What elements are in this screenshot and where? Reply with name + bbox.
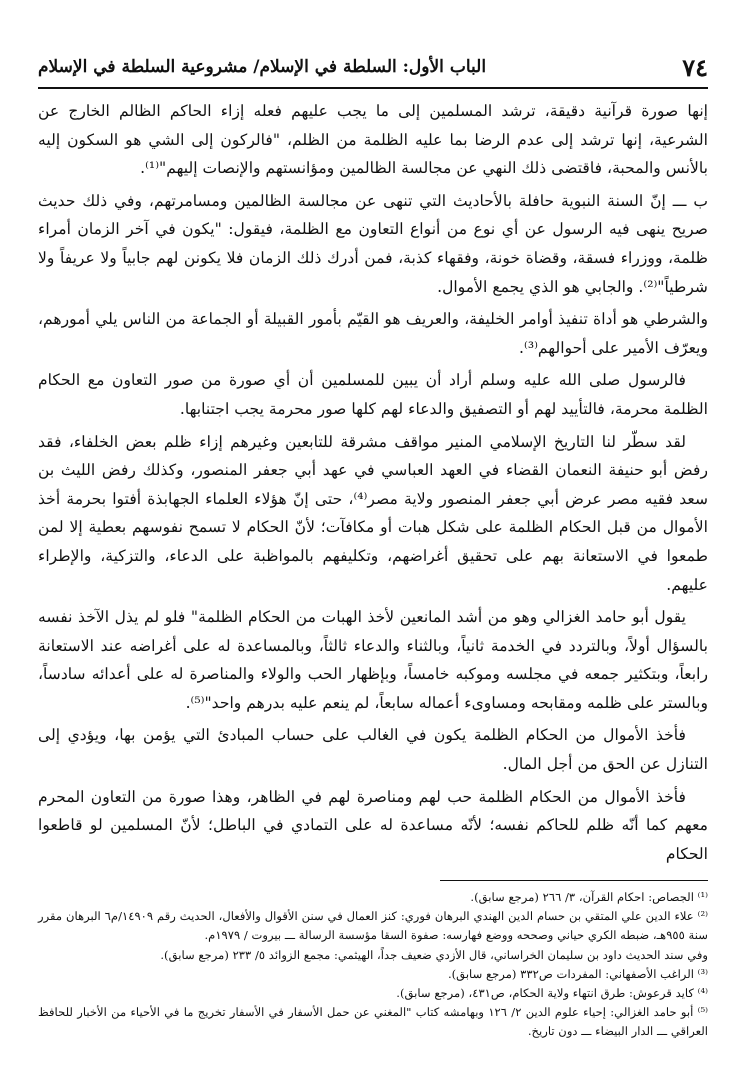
paragraph: إنها صورة قرآنية دقيقة، ترشد المسلمين إلى ما يجب عليهم فعله إزاء الحاكم الظالم الخارج عن الشرعية، إنها ترشد إلى عدم الرضا بما عليه الظلمة من الظلم، "فالركون إلى الشي هو السكون إليه بالأنس والمحبة، فاقتضى ذلك النهي عن مجالسة الظالمين ومؤانستهم والإنصات إليهم"⁽¹⁾. [38, 102, 708, 178]
main-text [38, 97, 708, 872]
paragraph: فأخذ الأموال من الحكام الظلمة يكون في الغالب على حساب المبادئ التي يؤمن بها، ويؤدي إلى التنازل عن الحق من أجل المال. [38, 726, 708, 774]
footnote: وفي سند الحديث داود بن سليمان الخراساني، قال الأزدي ضعيف جداً، الهيثمي: مجمع الزوائد ٥/ ٢٣٣ (مرجع سابق). [160, 947, 708, 962]
page-header [38, 50, 708, 84]
page-number: ٧٤ [682, 52, 708, 82]
header-rule [38, 87, 708, 89]
paragraph: ب ـــ إنّ السنة النبوية حافلة بالأحاديث التي تنهى عن مجالسة الظالمين ومسامرتهم، وفي ذلك حديث صريح ينهى فيه الرسول عن أي نوع من أنواع التعاون مع الظلمة، فيقول: "يكون في آخر الزمان أمراء ظلمة، ووزراء فسقة، وقضاة خونة، وفقهاء كذبة، فمن أدرك ذلك الزمان فلا يكونن لهم جابياً ولا عريفاً ولا شرطياً"⁽²⁾. والجابي هو الذي يجمع الأموال. [38, 191, 708, 296]
footnote: ⁽⁴⁾ كايد قرعوش: طرق انتهاء ولاية الحكام، ص٤٣١، (مرجع سابق). [396, 986, 708, 1001]
footnotes [38, 888, 708, 1042]
footnote: ⁽²⁾ علاء الدين علي المتقي بن حسام الدين الهندي البرهان فوري: كنز العمال في سنن الأقوال والأفعال، الحديث رقم ١٤٩٠٩/م٦ البرهان مقرر سنة ٩٥٥هـ، ضبطه الكري حياني وصححه ووضع فهارسه: صفوة السقا مؤسسة الرسالة ـــ بيروت / ١٩٧٩م. [38, 909, 708, 943]
paragraph: فالرسول صلى الله عليه وسلم أراد أن يبين للمسلمين أن أي صورة من صور التعاون مع الحكام الظلمة محرمة، فالتأييد لهم أو التصفيق والدعاء لهم كلها صور محرمة يجب اجتنابها. [38, 371, 708, 418]
paragraph: والشرطي هو أداة تنفيذ أوامر الخليفة، والعريف هو القيّم بأمور القبيلة أو الجماعة من الناس يلي أمورهم، ويعرّف الأمير على أحوالهم⁽³⁾. [38, 310, 708, 357]
paragraph: لقد سطّر لنا التاريخ الإسلامي المنير مواقف مشرقة للتابعين وغيرهم إزاء ظلم بعض الخلفاء، فقد رفض أبو حنيفة النعمان القضاء في العهد العباسي في عهد أبي جعفر المنصور، وكذلك رفض الليث بن سعد فقيه مصر عرض أبي جعفر المنصور ولاية مصر⁽⁴⁾، حتى إنّ هؤلاء العلماء الجهابذة أفتوا بحرمة أخذ الأموال من قبل الحكام الظلمة على شكل هبات أو مكافآت؛ لأنّ الحكام لا تسمح نفوسهم بعطية إلا لمن طمعوا في الاستعانة بهم على تحقيق أغراضهم، وتكليفهم بالمواظبة على الدعاء، والتزكية، والإطراء عليهم. [38, 432, 709, 594]
footnote: ⁽¹⁾ الجصاص: احكام القرآن، ٣/ ٢٦٦ (مرجع سابق). [470, 890, 708, 904]
footnote: ⁽⁵⁾ أبو حامد الغزالي: إحياء علوم الدين ٢/ ١٢٦ وبهامشه كتاب "المغني عن حمل الأسفار في الأسفار تخريج ما في الأحياء من الأخبار للحافظ العراقي ـــ الدار البيضاء ـــ دون تاريخ. [38, 1005, 708, 1039]
running-title: الباب الأول: السلطة في الإسلام/ مشروعية السلطة في الإسلام [38, 57, 487, 77]
footnote-separator [440, 880, 708, 881]
footnote: ⁽³⁾ الراغب الأصفهاني: المفردات ص٣٣٢ (مرجع سابق). [447, 966, 708, 981]
paragraph: فأخذ الأموال من الحكام الظلمة حب لهم ومناصرة لهم في الظاهر، وهذا صورة من التعاون المحرم معهم كما أنّه ظلم للحاكم نفسه؛ لأنّه مساعدة له على التمادي في الباطل؛ لأنّ المسلمين لو قاطعوا الحكام [38, 787, 708, 863]
paragraph: يقول أبو حامد الغزالي وهو من أشد المانعين لأخذ الهبات من الحكام الظلمة" فلو لم يذل الآخذ نفسه بالسؤال أولاً، وبالتردد في الخدمة ثانياً، وبالثناء والدعاء ثالثاً، وبالمساعدة له على أغراضه عند الاستعانة رابعاً، وبتكثير جمعه في مجلسه وموكبه خامساً، وبإظهار الحب والولاء والمناصرة له على أعدائه سادساً، وبالستر على ظلمه ومقابحه ومساوىء أعماله سابعاً، لم ينعم عليه بدرهم واحد"⁽⁵⁾. [38, 608, 708, 712]
